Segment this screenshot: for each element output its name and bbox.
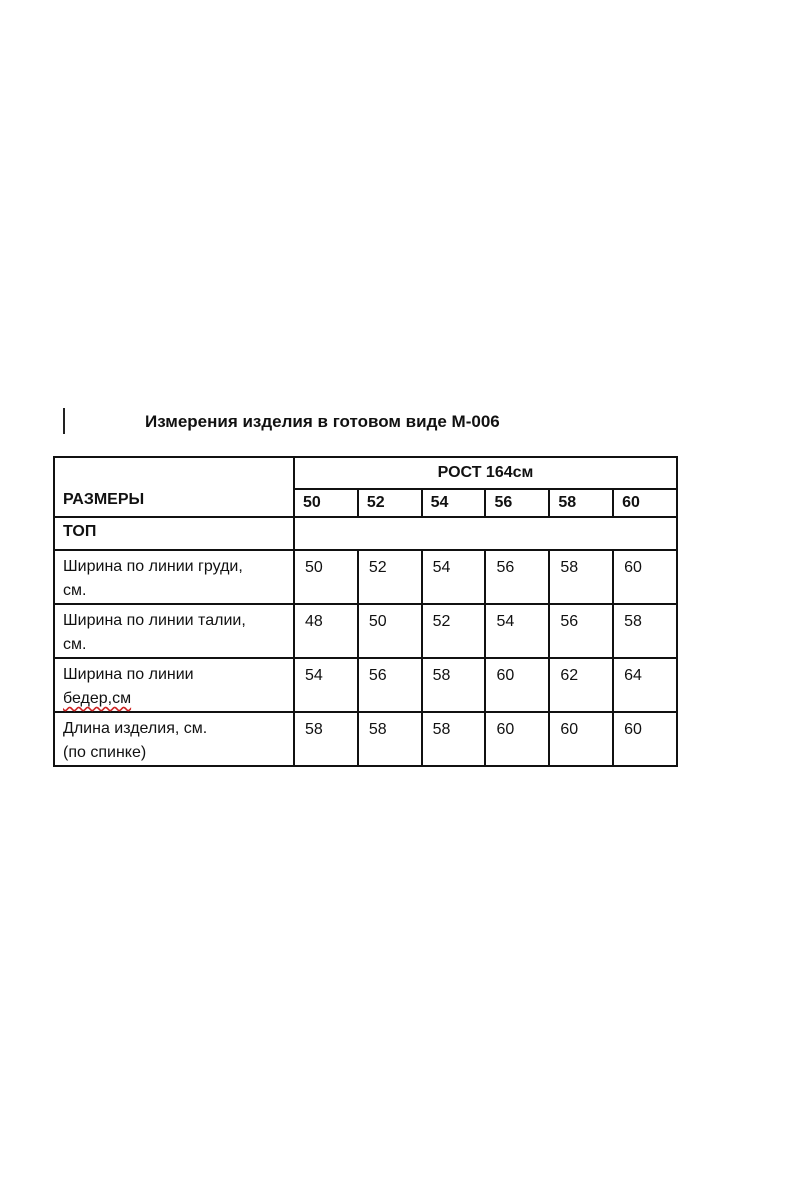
table-cell: 56 — [358, 658, 422, 712]
table-row — [54, 550, 677, 604]
table-cell: 54 — [485, 604, 549, 658]
row-label — [54, 712, 294, 766]
table-cell: 56 — [549, 604, 613, 658]
row-label-line: Ширина по линии — [63, 666, 194, 683]
row-label-line: Ширина по линии груди, — [63, 558, 243, 575]
table-cell: 50 — [358, 604, 422, 658]
table-cell: 54 — [294, 658, 358, 712]
table-cell: 60 — [485, 712, 549, 766]
table-cell: 60 — [549, 712, 613, 766]
size-header-cell: 52 — [358, 489, 422, 517]
table-cell: 60 — [613, 550, 677, 604]
table-cell: 60 — [485, 658, 549, 712]
row-label-line: Ширина по линии талии, — [63, 612, 246, 629]
table-row — [54, 604, 677, 658]
table-row — [54, 712, 677, 766]
row-label — [54, 658, 294, 712]
table-cell: 58 — [613, 604, 677, 658]
size-table — [53, 456, 678, 767]
row-label — [54, 550, 294, 604]
section-label: ТОП — [54, 517, 294, 550]
sizes-header-cell — [54, 457, 294, 517]
row-label-line: Длина изделия, см. — [63, 720, 208, 737]
table-cell: 52 — [358, 550, 422, 604]
section-empty-cell — [294, 517, 677, 550]
table-cell: 54 — [422, 550, 486, 604]
size-header-cell: 50 — [294, 489, 358, 517]
table-cell: 58 — [422, 712, 486, 766]
table-cell: 52 — [422, 604, 486, 658]
table-cell: 58 — [358, 712, 422, 766]
table-cell: 64 — [613, 658, 677, 712]
row-label-line: см. — [63, 636, 87, 653]
table-cell: 60 — [613, 712, 677, 766]
table-cell: 58 — [422, 658, 486, 712]
row-label-line-misspelled: бедер,см — [63, 690, 132, 707]
table-cell: 48 — [294, 604, 358, 658]
size-header-cell: 54 — [422, 489, 486, 517]
section-row — [54, 517, 677, 550]
table-cell: 58 — [549, 550, 613, 604]
table-row — [54, 658, 677, 712]
height-header: РОСТ 164см — [294, 457, 677, 489]
table-cell: 56 — [485, 550, 549, 604]
size-header-cell: 60 — [613, 489, 677, 517]
row-label — [54, 604, 294, 658]
size-header-cell: 58 — [549, 489, 613, 517]
table-cell: 62 — [549, 658, 613, 712]
text-cursor — [63, 408, 65, 434]
document-title: Измерения изделия в готовом виде М-006 — [145, 412, 500, 431]
row-label-line: (по спинке) — [63, 744, 147, 761]
sizes-label: РАЗМЕРЫ — [63, 491, 145, 508]
size-header-cell: 56 — [485, 489, 549, 517]
table-cell: 58 — [294, 712, 358, 766]
row-label-line: см. — [63, 582, 87, 599]
table-header-row — [54, 457, 677, 489]
table-cell: 50 — [294, 550, 358, 604]
